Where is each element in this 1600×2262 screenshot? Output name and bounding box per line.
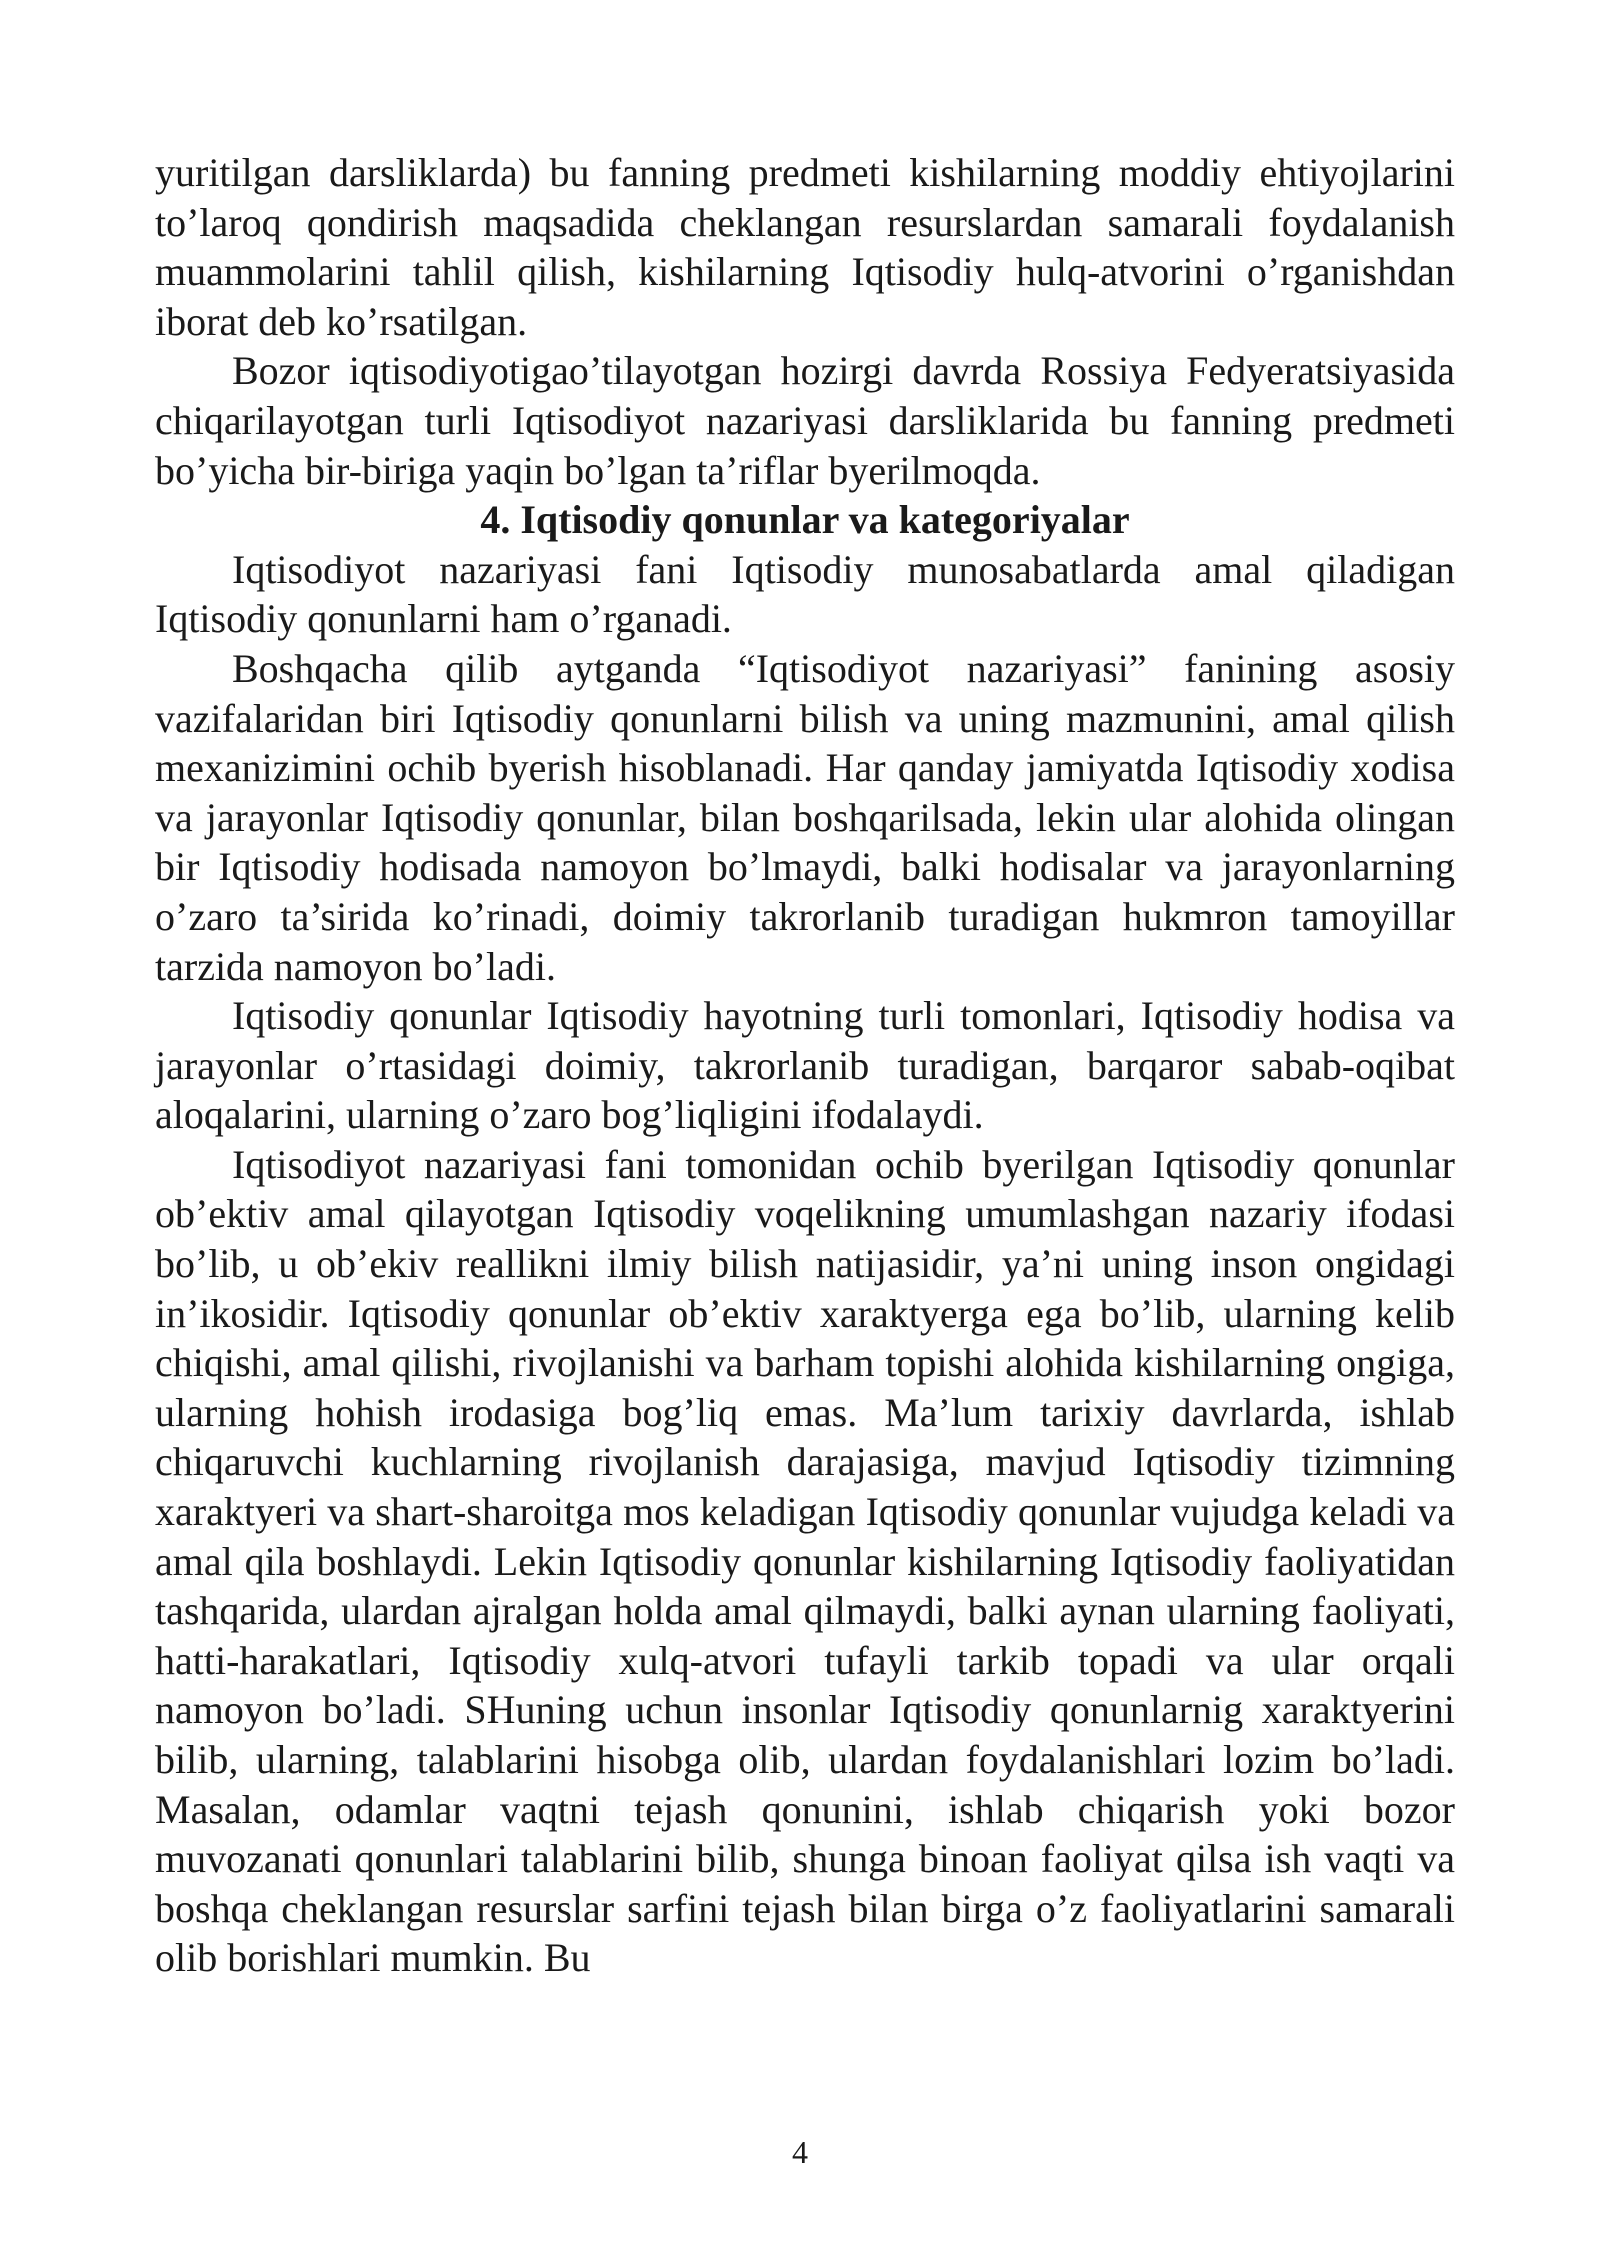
document-page bbox=[155, 148, 1455, 1983]
page-number: 4 bbox=[792, 2134, 808, 2170]
paragraph-laws-definition: Iqtisodiy qonunlar Iqtisodiy hayotning turli tomonlari, Iqtisodiy hodisa va jarayonlar o’rtasidagi doimiy, takrorlanib turadigan, barqaror sabab-oqibat aloqalarini, ularning o’zaro bog’liqligini ifodalaydi. bbox=[155, 993, 1455, 1138]
paragraph-market-economy: Bozor iqtisodiyotigao’tilayotgan hozirgi davrda Rossiya Fedyeratsiyasida chiqarilayotgan turli Iqtisodiyot nazariyasi darsliklarida bu fanning predmeti bo’yicha bir-biriga yaqin bo’lgan ta’riflar byerilmoqda. bbox=[155, 348, 1455, 493]
paragraph-objective-laws: Iqtisodiyot nazariyasi fani tomonidan ochib byerilgan Iqtisodiy qonunlar ob’ektiv amal qilayotgan Iqtisodiy voqelikning umumlashgan nazariy ifodasi bo’lib, u ob’ekiv reallikni ilmiy bilish natijasidir, ya’ni uning inson ongidagi in’ikosidir. Iqtisodiy qonunlar ob’ektiv xaraktyerga ega bo’lib, ularning kelib chiqishi, amal qilishi, rivojlanishi va barham topishi alohida kishilarning ongiga, ularning hohish irodasiga bog’liq emas. Ma’lum tarixiy davrlarda, ishlab chiqaruvchi kuchlarning rivojlanish darajasiga, mavjud Iqtisodiy tizimning xaraktyeri va shart-sharoitga mos keladigan Iqtisodiy qonunlar vujudga keladi va amal qila boshlaydi. Lekin Iqtisodiy qonunlar kishilarning Iqtisodiy faoliyatidan tashqarida, ulardan ajralgan holda amal qilmaydi, balki aynan ularning faoliyati, hatti-harakatlari, Iqtisodiy xulq-atvori tufayli tarkib topadi va ular orqali namoyon bo’ladi. SHuning uchun insonlar Iqtisodiy qonunlarnig xaraktyerini bilib, ularning, talablarini hisobga olib, ulardan foydalanishlari lozim bo’ladi. Masalan, odamlar vaqtni tejash qonunini, ishlab chiqarish yoki bozor muvozanati qonunlari talablarini bilib, shunga binoan faoliyat qilsa ish vaqti va boshqa cheklangan resurslar sarfini tejash bilan birga o’z faoliyatlarini samarali olib borishlari mumkin. Bu bbox=[155, 1141, 1455, 1981]
paragraph-continuation: yuritilgan darsliklarda) bu fanning predmeti kishilarning moddiy ehtiyojlarini to’laroq qondirish maqsadida cheklangan resurslardan samarali foydalanish muammolarini tahlil qilish, kishilarning Iqtisodiy hulq-atvorini o’rganishdan iborat deb ko’rsatilgan. bbox=[155, 150, 1455, 344]
paragraph-main-task: Boshqacha qilib aytganda “Iqtisodiyot nazariyasi” fanining asosiy vazifalaridan biri Iqtisodiy qonunlarni bilish va uning mazmunini, amal qilish mexanizimini ochib byerish hisoblanadi. Har qanday jamiyatda Iqtisodiy xodisa va jarayonlar Iqtisodiy qonunlar, bilan boshqarilsada, lekin ular alohida olingan bir Iqtisodiy hodisada namoyon bo’lmaydi, balki hodisalar va jarayonlarning o’zaro ta’sirida ko’rinadi, doimiy takrorlanib turadigan hukmron tamoyillar tarzida namoyon bo’ladi. bbox=[155, 645, 1455, 989]
paragraph-laws-intro: Iqtisodiyot nazariyasi fani Iqtisodiy munosabatlarda amal qiladigan Iqtisodiy qonunlarni ham o’rganadi. bbox=[155, 546, 1455, 642]
section-heading: 4. Iqtisodiy qonunlar va kategoriyalar bbox=[480, 497, 1130, 543]
